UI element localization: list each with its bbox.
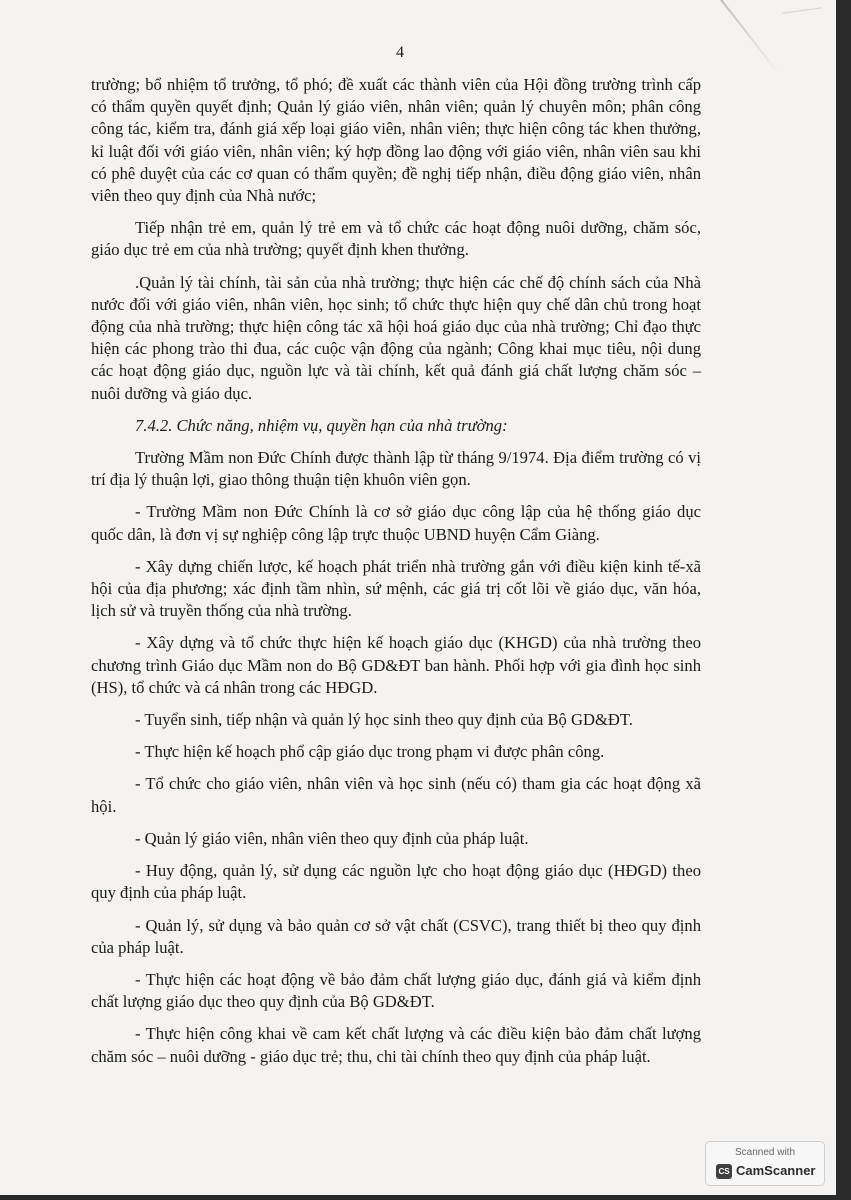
paper-edge-mark: [782, 7, 822, 14]
page-number: 4: [396, 44, 404, 61]
watermark-brand: CamScanner: [736, 1163, 816, 1178]
list-item: - Tuyển sinh, tiếp nhận và quản lý học sinh theo quy định của Bộ GD&ĐT.: [135, 710, 633, 730]
list-item: - Tổ chức cho giáo viên, nhân viên và học sinh (nếu có) tham gia các hoạt động xã hội.: [91, 774, 701, 816]
section-heading: 7.4.2. Chức năng, nhiệm vụ, quyền hạn của nhà trường:: [135, 415, 508, 435]
list-item: - Quản lý, sử dụng và bảo quản cơ sở vật chất (CSVC), trang thiết bị theo quy định của pháp luật.: [91, 915, 701, 957]
document-body: [91, 74, 701, 1078]
list-item: - Trường Mầm non Đức Chính là cơ sở giáo dục công lập của hệ thống giáo dục quốc dân, là đơn vị sự nghiệp công lập trực thuộc UBND huyện Cẩm Giàng.: [91, 502, 701, 544]
camscanner-watermark: [705, 1141, 825, 1186]
list-item: - Quản lý giáo viên, nhân viên theo quy định của pháp luật.: [135, 828, 529, 848]
list-item: - Huy động, quản lý, sử dụng các nguồn lực cho hoạt động giáo dục (HĐGD) theo quy định của pháp luật.: [91, 861, 701, 903]
list-item: - Thực hiện các hoạt động về bảo đảm chất lượng giáo dục, đánh giá và kiểm định chất lượng giáo dục theo quy định của Bộ GD&ĐT.: [91, 969, 701, 1012]
paragraph: Trường Mầm non Đức Chính được thành lập từ tháng 9/1974. Địa điểm trường có vị trí địa lý thuận lợi, giao thông thuận tiện khuôn viên gọn.: [91, 448, 701, 490]
list-item: - Thực hiện kế hoạch phổ cập giáo dục trong phạm vi được phân công.: [135, 742, 605, 762]
watermark-caption: Scanned with: [734, 1147, 796, 1158]
paragraph: .Quản lý tài chính, tài sản của nhà trường; thực hiện các chế độ chính sách của Nhà nước đối với giáo viên, nhân viên, học sinh; tổ chức thực hiện quy chế dân chủ trong hoạt động của nhà trường; thực hiện công tác xã hội hoá giáo dục của nhà trường; Chỉ đạo thực hiện các phong trào thi đua, các cuộc vận động của ngành; Công khai mục tiêu, nội dung các hoạt động giáo dục, nguồn lực và tài chính, kết quả đánh giá chất lượng chăm sóc – nuôi dưỡng và giáo dục.: [91, 272, 701, 403]
list-item: - Xây dựng và tổ chức thực hiện kế hoạch giáo dục (KHGD) của nhà trường theo chương trình Giáo dục Mầm non do Bộ GD&ĐT ban hành. Phối hợp với gia đình học sinh (HS), tổ chức và cá nhân trong các HĐGD.: [91, 633, 701, 697]
list-item: - Xây dựng chiến lược, kế hoạch phát triển nhà trường gắn với điều kiện kinh tế-xã hội của địa phương; xác định tầm nhìn, sứ mệnh, các giá trị cốt lõi về giáo dục, văn hóa, lịch sử và truyền thống của nhà trường.: [91, 556, 701, 621]
paragraph: Tiếp nhận trẻ em, quản lý trẻ em và tổ chức các hoạt động nuôi dưỡng, chăm sóc, giáo dục trẻ em của nhà trường; quyết định khen thưởng.: [91, 218, 701, 260]
camscanner-logo-icon: CS: [716, 1164, 732, 1179]
list-item: - Thực hiện công khai về cam kết chất lượng và các điều kiện bảo đảm chất lượng chăm sóc – nuôi dưỡng - giáo dục trẻ; thu, chi tài chính theo quy định của pháp luật.: [91, 1024, 701, 1066]
paper-edge-mark: [720, 0, 780, 75]
paragraph: trường; bổ nhiệm tổ trưởng, tổ phó; đề xuất các thành viên của Hội đồng trường trình cấp có thẩm quyền quyết định; Quản lý giáo viên, nhân viên; quản lý chuyên môn; phân công công tác, kiểm tra, đánh giá xếp loại giáo viên, nhân viên; thực hiện công tác khen thưởng, kỉ luật đối với giáo viên, nhân viên; ký hợp đồng lao động với giáo viên, nhân viên sau khi có phê duyệt của các cơ quan có thẩm quyền; đề nghị tiếp nhận, điều động giáo viên, nhân viên theo quy định của Nhà nước;: [91, 75, 701, 206]
